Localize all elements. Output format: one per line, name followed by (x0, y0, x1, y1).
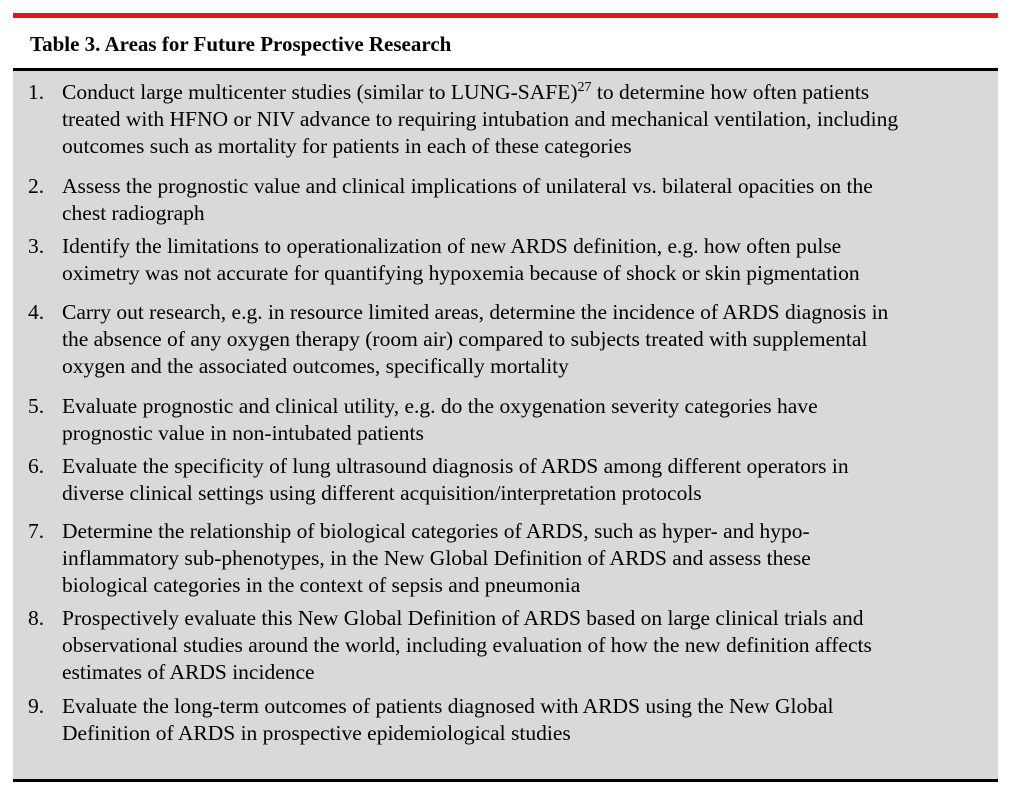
item-line: treated with HFNO or NIV advance to requiring intubation and mechanical ventilation, including (62, 107, 899, 131)
item-text (62, 393, 992, 447)
item-line: outcomes such as mortality for patients in each of these categories (62, 134, 632, 158)
reference-superscript: 27 (577, 80, 592, 95)
item-number: 8. (28, 606, 45, 630)
item-line: chest radiograph (62, 201, 205, 225)
item-line: diverse clinical settings using different acquisition/interpretation protocols (62, 481, 702, 505)
table-bottom-rule (13, 779, 998, 782)
item-line: observational studies around the world, including evaluation of how the new definition affects (62, 633, 872, 657)
item-number: 2. (28, 174, 45, 198)
item-line: Definition of ARDS in prospective epidemiological studies (62, 721, 571, 745)
item-line: estimates of ARDS incidence (62, 660, 315, 684)
item-line: biological categories in the context of sepsis and pneumonia (62, 573, 581, 597)
item-text (62, 693, 992, 747)
item-number: 9. (28, 694, 45, 718)
table-title: Table 3. Areas for Future Prospective Research (30, 32, 452, 56)
item-number: 4. (28, 300, 45, 324)
item-text (62, 79, 992, 160)
item-line: Evaluate prognostic and clinical utility, e.g. do the oxygenation severity categories have (62, 394, 818, 418)
item-text (62, 605, 992, 686)
item-text (62, 299, 992, 380)
item-text (62, 173, 992, 227)
item-number: 1. (28, 80, 45, 104)
item-number: 3. (28, 234, 45, 258)
item-line: Assess the prognostic value and clinical implications of unilateral vs. bilateral opacities on the (62, 174, 873, 198)
item-text (62, 453, 992, 507)
item-line: oximetry was not accurate for quantifying hypoxemia because of shock or skin pigmentation (62, 261, 860, 285)
item-line: Determine the relationship of biological categories of ARDS, such as hyper- and hypo- (62, 519, 810, 543)
item-line-segment: to determine how often patients (591, 80, 870, 104)
item-line: Evaluate the specificity of lung ultrasound diagnosis of ARDS among different operators in (62, 454, 849, 478)
item-text (62, 233, 992, 287)
item-line: Evaluate the long-term outcomes of patients diagnosed with ARDS using the New Global (62, 694, 834, 718)
item-number: 6. (28, 454, 45, 478)
item-line: oxygen and the associated outcomes, specifically mortality (62, 354, 569, 378)
item-line: the absence of any oxygen therapy (room air) compared to subjects treated with supplemental (62, 327, 868, 351)
item-line-segment: Conduct large multicenter studies (similar to LUNG-SAFE) (62, 80, 578, 104)
item-line: prognostic value in non-intubated patients (62, 421, 424, 445)
item-line: Identify the limitations to operationalization of new ARDS definition, e.g. how often pulse (62, 234, 842, 258)
item-line (62, 79, 992, 106)
item-line: Prospectively evaluate this New Global Definition of ARDS based on large clinical trials and (62, 606, 864, 630)
table-body (13, 71, 998, 779)
item-text (62, 518, 992, 599)
item-line: Carry out research, e.g. in resource limited areas, determine the incidence of ARDS diagnosis in (62, 300, 889, 324)
item-line: inflammatory sub-phenotypes, in the New Global Definition of ARDS and assess these (62, 546, 811, 570)
top-red-rule (13, 13, 998, 18)
item-number: 5. (28, 394, 45, 418)
item-number: 7. (28, 519, 45, 543)
